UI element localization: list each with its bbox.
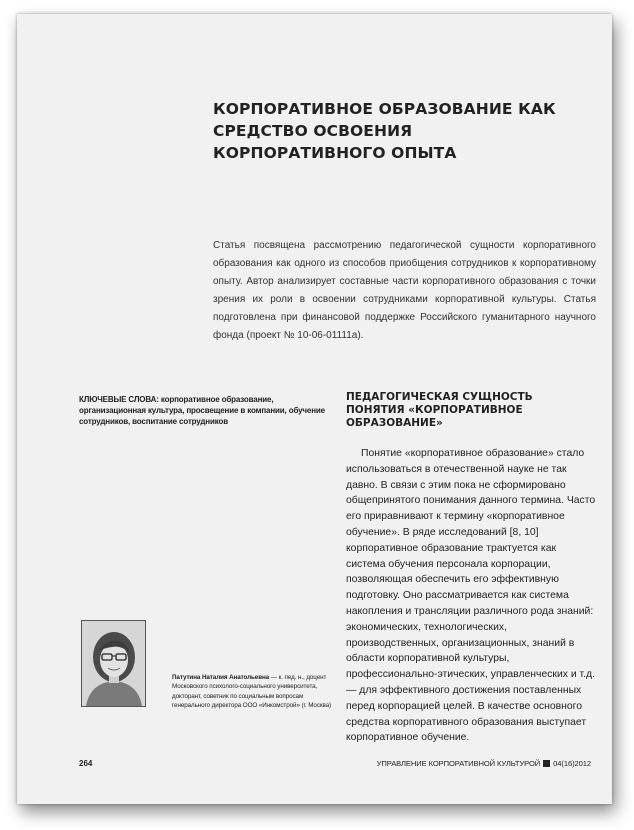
section-heading: ПЕДАГОГИЧЕСКАЯ СУЩНОСТЬ ПОНЯТИЯ «КОРПОРАТИВНОЕ ОБРАЗОВАНИЕ»: [346, 391, 533, 429]
keywords-text: корпоративное образование, организационная культура, просвещение в компании, обучение сотрудников, воспитание сотрудников: [79, 395, 325, 427]
author-name: Патутина Наталия Анатольевна: [172, 674, 270, 681]
journal-footer: [377, 759, 591, 768]
author-bio: [172, 673, 342, 711]
journal-page: [17, 14, 612, 804]
page-number: 264: [79, 759, 93, 768]
author-details: — к. пед. н., доцент Московского психолого-социального университета, докторант, советник по социальным вопросам генерального директора ООО «Инкомстрой» (г. Москва): [172, 674, 332, 710]
article-title: КОРПОРАТИВНОЕ ОБРАЗОВАНИЕ КАК СРЕДСТВО ОСВОЕНИЯ КОРПОРАТИВНОГО ОПЫТА: [213, 100, 556, 162]
journal-issue: 04(16)2012: [553, 759, 591, 768]
keywords-block: [79, 394, 341, 428]
body-text: [346, 446, 598, 746]
journal-name: УПРАВЛЕНИЕ КОРПОРАТИВНОЙ КУЛЬТУРОЙ: [376, 759, 541, 768]
square-bullet-icon: [543, 760, 550, 767]
author-portrait-image: [82, 621, 145, 706]
body-paragraph: Понятие «корпоративное образование» стало использоваться в отечественной науке не так давно. В связи с этим пока не сформировано общепринятого понимания данного термина. Часто его приравнивают к термину «корпоративное обучение». В ряде исследований [8, 10] корпоративное образование трактуется как система обучения персонала корпорации, позволяющая обеспечить его эффективную подготовку. Оно рассматривается как система накопления и трансляции различного рода знаний: экономических, технологических, производственных, организационных, знаний в области корпоративной культуры, профессионально-этических, управленческих и т.д. — для эффективного достижения поставленных перед корпорацией целей. В качестве основного средства корпоративного образования выступает корпоративное обучение.: [346, 448, 596, 744]
author-photo: [81, 620, 146, 707]
keywords-label: КЛЮЧЕВЫЕ СЛОВА:: [79, 395, 159, 404]
article-abstract: Статья посвящена рассмотрению педагогической сущности корпоративного образования как одного из способов приобщения сотрудников к корпоративному опыту. Автор анализирует составные части корпоративного образования с точки зрения их роли в освоении сотрудниками корпоративной культуры. Статья подготовлена при финансовой поддержке Российского гуманитарного научного фонда (проект № 10-06-01111а).: [213, 240, 596, 341]
